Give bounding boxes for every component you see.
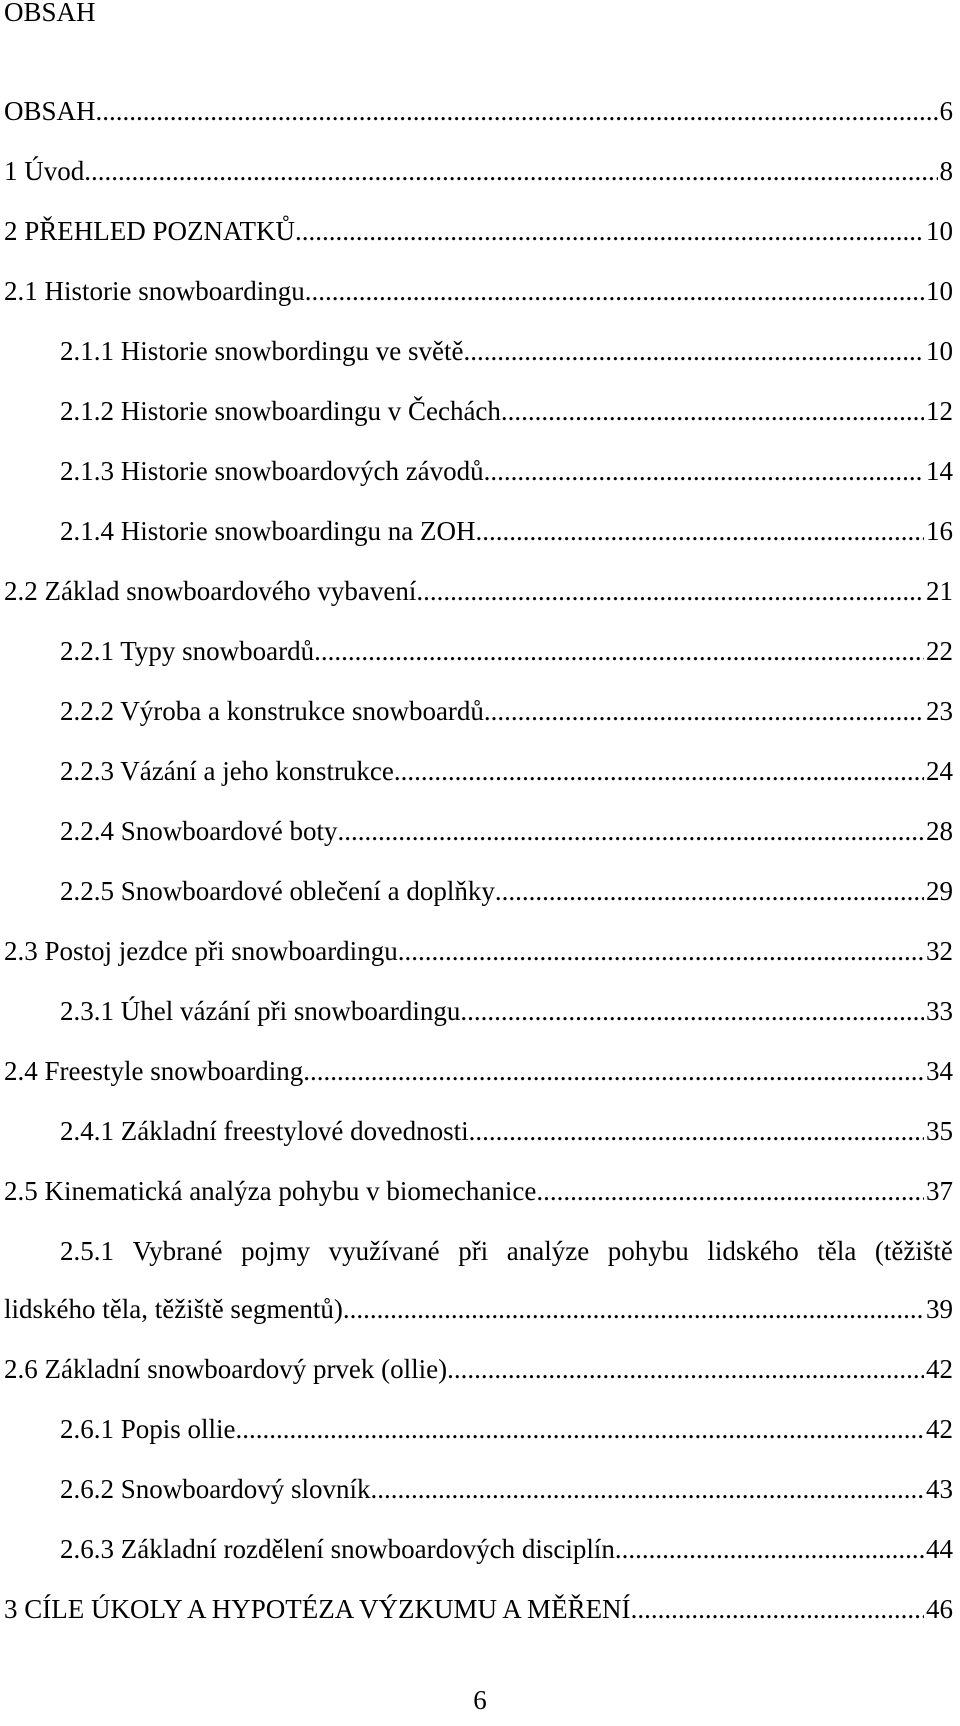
toc-entry[interactable] <box>4 453 953 513</box>
dot-leader <box>447 1354 924 1384</box>
toc-entry-page: 28 <box>926 816 953 846</box>
toc-entry[interactable] <box>4 513 953 573</box>
toc-entry[interactable] <box>4 213 953 273</box>
toc-entry[interactable] <box>4 93 953 153</box>
toc-entry[interactable] <box>4 753 953 813</box>
toc-word: (těžiště <box>874 1236 953 1266</box>
toc-entry-label: 2.2.3 Vázání a jeho konstrukce <box>60 756 394 786</box>
toc-entry[interactable] <box>4 633 953 693</box>
toc-entry-label: 2.3.1 Úhel vázání při snowboardingu <box>60 996 461 1026</box>
toc-entry-page: 39 <box>926 1294 953 1324</box>
toc-entry[interactable] <box>4 573 953 633</box>
toc-entry[interactable] <box>4 873 953 933</box>
toc-entry[interactable] <box>4 693 953 753</box>
dot-leader <box>463 336 924 366</box>
toc-entry-label: 2.6.2 Snowboardový slovník <box>60 1474 371 1504</box>
toc-entry-label: 2.1.3 Historie snowboardových závodů <box>60 456 484 486</box>
toc-entry-page: 23 <box>926 696 953 726</box>
toc-entry[interactable] <box>4 1351 953 1411</box>
toc-entry-label: 2.1.2 Historie snowboardingu v Čechách <box>60 396 501 426</box>
toc-entry[interactable] <box>4 1471 953 1531</box>
table-of-contents <box>4 93 953 1651</box>
toc-entry-page: 42 <box>926 1354 953 1384</box>
toc-entry-page: 35 <box>926 1116 953 1146</box>
toc-word: Vybrané <box>132 1236 223 1266</box>
toc-entry-page: 22 <box>926 636 953 666</box>
toc-entry-label: lidského těla, těžiště segmentů) <box>4 1294 343 1324</box>
toc-entry-page: 33 <box>926 996 953 1026</box>
toc-entry-label: 2.4.1 Základní freestylové dovednosti <box>60 1116 469 1146</box>
toc-entry-page: 24 <box>926 756 953 786</box>
page-header-title: OBSAH <box>4 0 96 27</box>
toc-entry-line1 <box>60 1236 953 1266</box>
toc-entry-page: 44 <box>926 1534 953 1564</box>
dot-leader <box>314 636 924 666</box>
toc-entry-label: 2 PŘEHLED POZNATKŮ <box>4 216 296 246</box>
toc-entry-wrapped[interactable] <box>4 1233 953 1351</box>
toc-entry-label: 2.1.1 Historie snowbordingu ve světě <box>60 336 464 366</box>
toc-entry-label: 2.6 Základní snowboardový prvek (ollie) <box>4 1354 448 1384</box>
toc-entry-page: 14 <box>926 456 953 486</box>
toc-entry-label: 1 Úvod <box>4 156 85 186</box>
toc-entry-label: 2.2.5 Snowboardové oblečení a doplňky <box>60 876 495 906</box>
toc-entry-page: 42 <box>926 1414 953 1444</box>
toc-entry-label: 2.2.2 Výroba a konstrukce snowboardů <box>60 696 484 726</box>
dot-leader <box>236 1414 924 1444</box>
dot-leader <box>337 816 924 846</box>
toc-entry[interactable] <box>4 273 953 333</box>
toc-entry[interactable] <box>4 813 953 873</box>
toc-entry-page: 32 <box>926 936 953 966</box>
dot-leader <box>631 1594 924 1624</box>
toc-word: při <box>458 1236 489 1266</box>
dot-leader <box>416 576 924 606</box>
toc-entry[interactable] <box>4 393 953 453</box>
toc-word: pohybu <box>607 1236 689 1266</box>
toc-entry[interactable] <box>4 933 953 993</box>
page-number: 6 <box>473 1685 487 1715</box>
dot-leader <box>295 216 924 246</box>
toc-entry-label: 2.2 Základ snowboardového vybavení <box>4 576 417 606</box>
toc-entry[interactable] <box>4 333 953 393</box>
toc-entry-page: 29 <box>926 876 953 906</box>
toc-word: lidského <box>707 1236 799 1266</box>
toc-entry-label: OBSAH <box>4 96 96 126</box>
toc-entry-page: 10 <box>926 276 953 306</box>
dot-leader <box>460 996 924 1026</box>
dot-leader <box>475 516 924 546</box>
toc-entry[interactable] <box>4 1053 953 1113</box>
dot-leader <box>84 156 937 186</box>
toc-entry[interactable] <box>4 153 953 213</box>
toc-entry[interactable] <box>4 1591 953 1651</box>
toc-word: pojmy <box>241 1236 311 1266</box>
dot-leader <box>343 1294 924 1324</box>
toc-entry-label: 2.1.4 Historie snowboardingu na ZOH <box>60 516 476 546</box>
dot-leader <box>484 456 924 486</box>
dot-leader <box>501 396 924 426</box>
toc-entry-page: 6 <box>939 96 953 126</box>
toc-word: využívané <box>328 1236 440 1266</box>
toc-entry-label: 2.5 Kinematická analýza pohybu v biomechanice <box>4 1176 537 1206</box>
toc-entry-label: 2.2.4 Snowboardové boty <box>60 816 338 846</box>
toc-entry[interactable] <box>4 1173 953 1233</box>
toc-entry-page: 10 <box>926 216 953 246</box>
toc-entry-label: 2.4 Freestyle snowboarding <box>4 1056 304 1086</box>
toc-entry-label: 2.6.3 Základní rozdělení snowboardových disciplín <box>60 1534 615 1564</box>
toc-entry-label: 2.6.1 Popis ollie <box>60 1414 236 1444</box>
toc-word: analýze <box>506 1236 590 1266</box>
dot-leader <box>484 696 924 726</box>
toc-word: těla <box>817 1236 857 1266</box>
toc-entry-page: 12 <box>926 396 953 426</box>
toc-entry-label: 3 CÍLE ÚKOLY A HYPOTÉZA VÝZKUMU A MĚŘENÍ <box>4 1594 631 1624</box>
dot-leader <box>615 1534 924 1564</box>
toc-entry-label: 2.3 Postoj jezdce při snowboardingu <box>4 936 398 966</box>
dot-leader <box>394 756 924 786</box>
dot-leader <box>536 1176 924 1206</box>
dot-leader <box>469 1116 924 1146</box>
toc-entry-label: 2.2.1 Typy snowboardů <box>60 636 315 666</box>
toc-entry[interactable] <box>4 1531 953 1591</box>
dot-leader <box>495 876 924 906</box>
toc-entry-page: 37 <box>926 1176 953 1206</box>
toc-word: 2.5.1 <box>60 1236 114 1266</box>
toc-entry[interactable] <box>4 1411 953 1471</box>
dot-leader <box>371 1474 925 1504</box>
dot-leader <box>305 276 924 306</box>
toc-entry[interactable] <box>4 1113 953 1173</box>
toc-entry-label: 2.1 Historie snowboardingu <box>4 276 305 306</box>
toc-entry-page: 46 <box>926 1594 953 1624</box>
toc-entry-page: 21 <box>926 576 953 606</box>
dot-leader <box>96 96 938 126</box>
dot-leader <box>303 1056 924 1086</box>
toc-entry-page: 16 <box>926 516 953 546</box>
toc-entry-page: 34 <box>926 1056 953 1086</box>
toc-entry-page: 10 <box>926 336 953 366</box>
toc-entry[interactable] <box>4 993 953 1053</box>
toc-entry-page: 8 <box>939 156 953 186</box>
toc-entry-page: 43 <box>926 1474 953 1504</box>
dot-leader <box>398 936 924 966</box>
